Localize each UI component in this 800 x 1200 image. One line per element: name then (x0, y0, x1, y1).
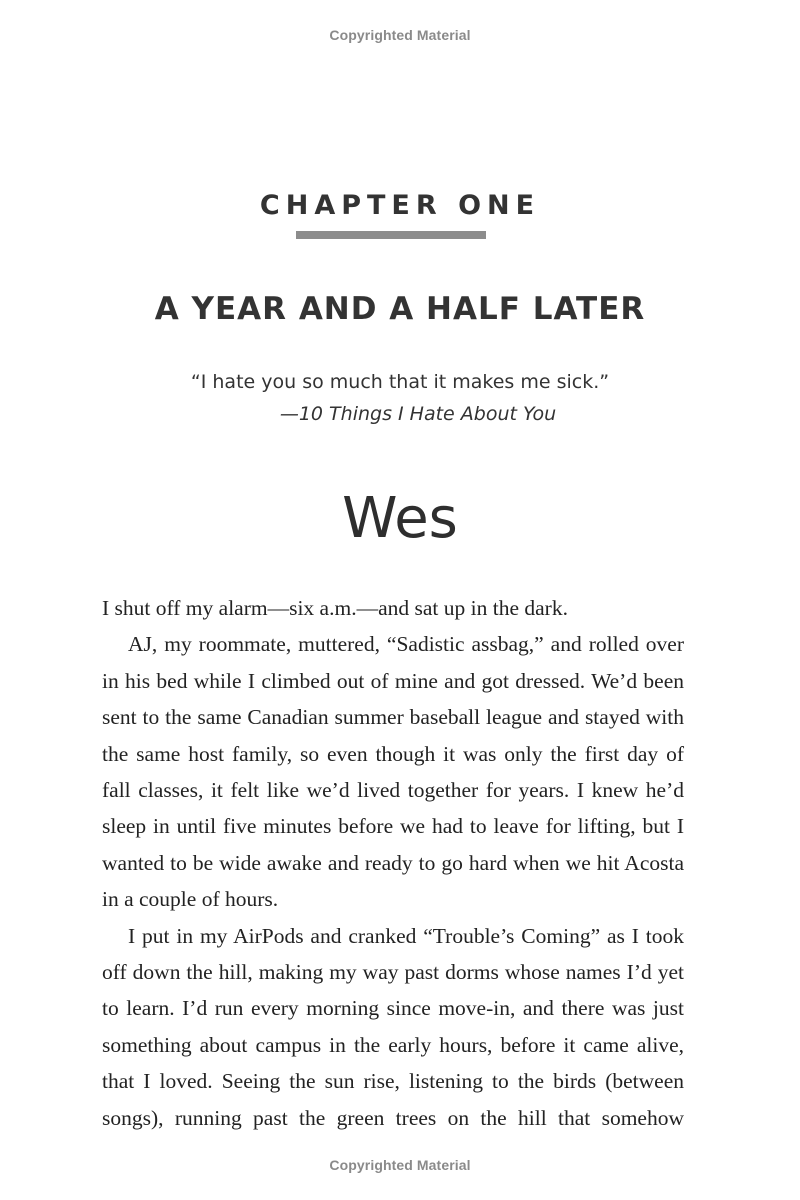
body-paragraph-2: AJ, my roommate, muttered, “Sadistic assbag,” and rolled over in his bed while I climbed out of mine and got dressed. We’d been sent to the same Canadian summer baseball league and stayed with the same host family, so even though it was only the first day of fall classes, it felt like we’d lived together for years. I knew he’d sleep in until five minutes before we had to leave for lifting, but I wanted to be wide awake and ready to go hard when we hit Acosta in a couple of hours. (102, 632, 684, 912)
epigraph-quote: “I hate you so much that it makes me sick.” (190, 371, 610, 393)
body-paragraph-1: I shut off my alarm—six a.m.—and sat up in the dark. (102, 596, 568, 620)
chapter-number-heading: CHAPTER ONE (259, 190, 541, 221)
chapter-body-text (102, 590, 684, 1136)
epigraph (0, 366, 800, 430)
chapter-divider-rule (296, 231, 486, 239)
copyright-notice-top: Copyrighted Material (329, 27, 471, 43)
body-paragraph-3: I put in my AirPods and cranked “Trouble’s Coming” as I took off down the hill, making my way past dorms whose names I’d yet to learn. I’d run every morning since move-in, and there was just something about campus in the early hours, before it came alive, that I loved. Seeing the sun rise, listening to the birds (between songs), running past the green trees on the hill that somehow (102, 923, 684, 1130)
pov-character-heading: Wes (342, 486, 458, 551)
epigraph-source: —10 Things I Hate About You (279, 403, 557, 425)
copyright-notice-bottom: Copyrighted Material (329, 1157, 471, 1173)
chapter-title: A YEAR AND A HALF LATER (154, 291, 646, 327)
